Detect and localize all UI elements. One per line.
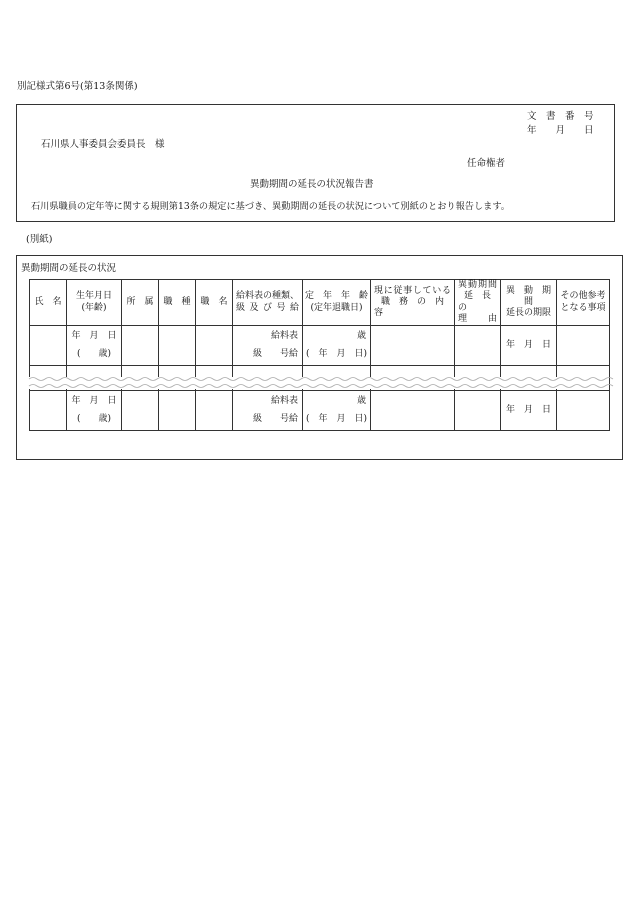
- header-row: [30, 280, 610, 326]
- extension-status-table: [29, 279, 610, 431]
- report-title: 異動期間の延長の状況報告書: [250, 179, 374, 190]
- cell-birthdate: 年 月 日 ( 歳): [67, 326, 122, 366]
- document-number-label: 文 書 番 号: [527, 111, 594, 122]
- cell-other-notes: [557, 391, 610, 431]
- header-birthdate: 生年月日 (年齢): [67, 280, 122, 326]
- header-name: 氏 名: [30, 280, 67, 326]
- cell-job-title: [196, 326, 233, 366]
- attachment-label: (別紙): [26, 234, 53, 245]
- cell-name: [30, 391, 67, 431]
- cell-job-type: [159, 391, 196, 431]
- header-extension-deadline: 異 動 期 間 延長の期限: [501, 280, 557, 326]
- cell-salary: 給料表 級 号給: [233, 326, 303, 366]
- cell-retirement-age: 歳 ( 年 月 日): [303, 391, 371, 431]
- cell-extension-deadline: 年 月 日: [501, 391, 557, 431]
- cell-job-type: [159, 326, 196, 366]
- header-job-type: 職 種: [159, 280, 196, 326]
- form-reference: 別記様式第6号(第13条関係): [17, 81, 138, 92]
- header-job-title: 職 名: [196, 280, 233, 326]
- cell-extension-reason: [455, 391, 501, 431]
- table-row: [30, 326, 610, 366]
- cell-current-duty: [371, 326, 455, 366]
- cell-current-duty: [371, 391, 455, 431]
- cell-birthdate: 年 月 日 ( 歳): [67, 391, 122, 431]
- cell-job-title: [196, 391, 233, 431]
- report-body-text: 石川県職員の定年等に関する規則第13条の規定に基づき、異動期間の延長の状況について別紙のとおり報告します。: [31, 201, 510, 212]
- appointer-label: 任命権者: [467, 158, 506, 169]
- header-affiliation: 所 属: [122, 280, 159, 326]
- header-current-duty: 現に従事している 職 務 の 内 容: [371, 280, 455, 326]
- cell-affiliation: [122, 326, 159, 366]
- header-retirement-age: 定 年 年 齢 (定年退職日): [303, 280, 371, 326]
- cell-name: [30, 326, 67, 366]
- cell-extension-reason: [455, 326, 501, 366]
- wavy-break-lines: [29, 375, 609, 391]
- table-row: [30, 391, 610, 431]
- table-heading: 異動期間の延長の状況: [21, 263, 117, 274]
- cell-other-notes: [557, 326, 610, 366]
- header-other-notes: その他参考 となる事項: [557, 280, 610, 326]
- report-date-label: 年 月 日: [527, 125, 594, 136]
- cell-affiliation: [122, 391, 159, 431]
- cell-extension-deadline: 年 月 日: [501, 326, 557, 366]
- header-salary: 給料表の種類、 級及び号給: [233, 280, 303, 326]
- header-extension-reason: 異動期間 延 長 の 理 由: [455, 280, 501, 326]
- addressee: 石川県人事委員会委員長 様: [41, 139, 165, 150]
- cell-retirement-age: 歳 ( 年 月 日): [303, 326, 371, 366]
- cell-salary: 給料表 級 号給: [233, 391, 303, 431]
